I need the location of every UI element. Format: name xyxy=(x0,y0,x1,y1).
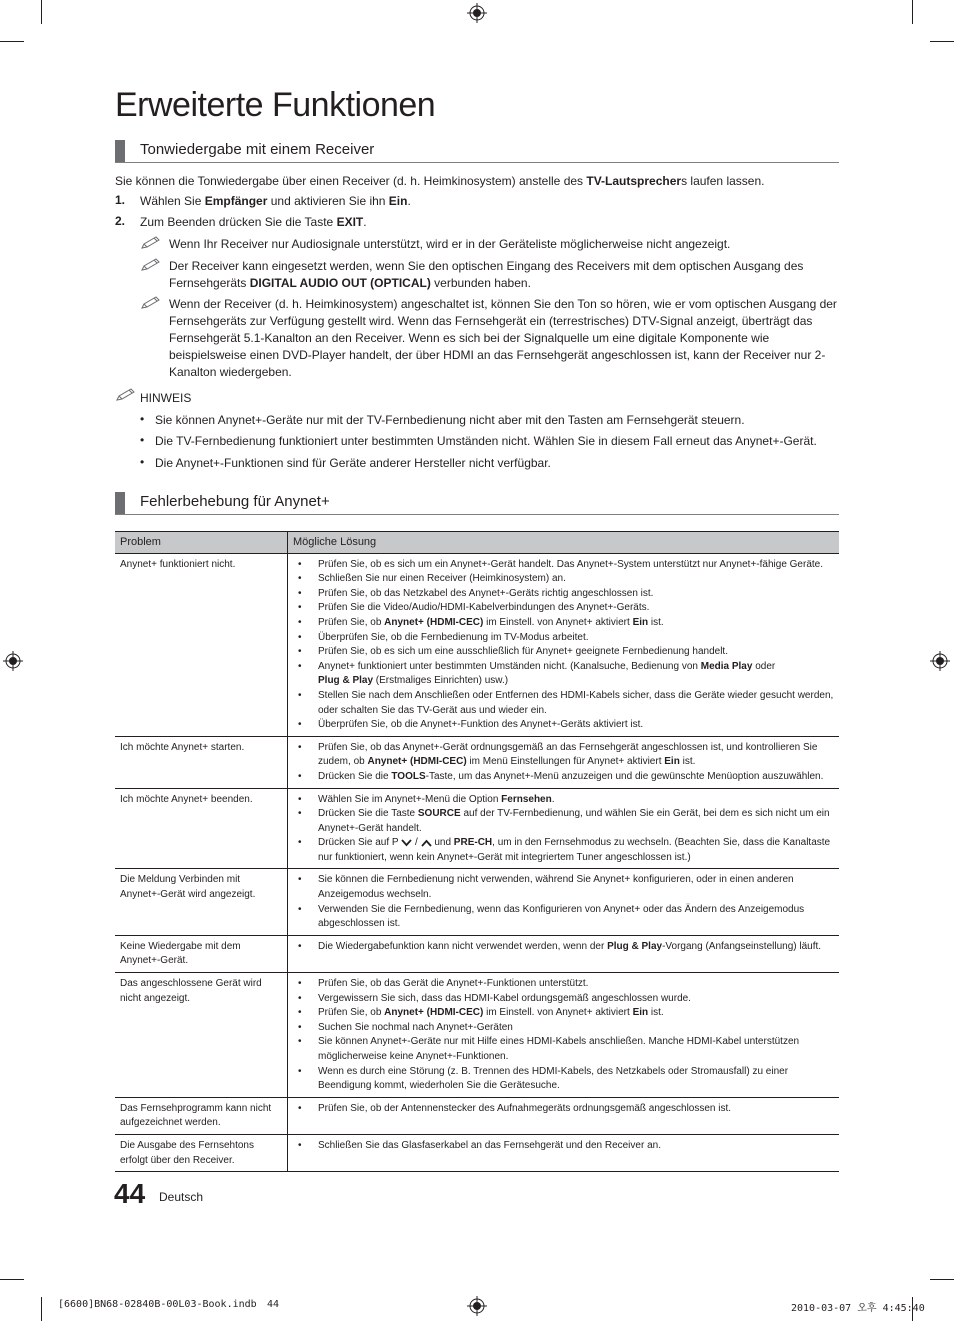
solution-item: • Überprüfen Sie, ob die Fernbedienung im TV-Modus arbeitet. xyxy=(298,631,834,646)
solution-cell xyxy=(288,973,840,1098)
crop-mark xyxy=(930,1279,954,1280)
step-text: Zum Beenden drücken Sie die Taste EXIT. xyxy=(140,215,367,229)
solution-item: • Stellen Sie nach dem Anschließen oder Entfernen des HDMI-Kabels sicher, dass die Geräte wieder gesucht werden, oder schalten Sie das TV-Gerät aus und wieder ein. xyxy=(298,689,834,718)
step-number: 2. xyxy=(115,214,126,228)
problem-cell: Ich möchte Anynet+ beenden. xyxy=(115,788,288,869)
solution-item: • Prüfen Sie, ob es sich um eine ausschließlich für Anynet+ geeignete Fernbedienung handelt. xyxy=(298,645,834,660)
section-bar xyxy=(115,492,125,514)
solution-item: • Prüfen Sie, ob das Anynet+-Gerät ordnungsgemäß an das Fernsehgerät angeschlossen ist, und kontrollieren Sie zudem, ob Anynet+ (HDMI-CEC) im Menü Einstellungen für Anynet+ aktiviert Ein ist. xyxy=(298,741,834,770)
bullet: • xyxy=(140,412,145,426)
table-row xyxy=(115,869,839,935)
step-number: 1. xyxy=(115,193,126,207)
registration-mark-icon xyxy=(930,651,950,671)
problem-cell: Die Meldung Verbinden mit Anynet+-Gerät wird angezeigt. xyxy=(115,869,288,935)
crop-mark xyxy=(930,41,954,42)
solution-item: • Prüfen Sie, ob Anynet+ (HDMI-CEC) im Einstell. von Anynet+ aktiviert Ein ist. xyxy=(298,1006,834,1021)
solution-cell xyxy=(288,1097,840,1134)
solution-item: • Sie können Anynet+-Geräte nur mit Hilfe eines HDMI-Kabels anschließen. Manche HDMI-Kabel unterstützen möglicherweise keine Anynet+-Funktionen. xyxy=(298,1035,834,1064)
intro-paragraph: Sie können die Tonwiedergabe über einen Receiver (d. h. Heimkinosystem) anstelle des TV-Lautsprechers laufen lassen. xyxy=(115,174,765,188)
solution-item: • Wählen Sie im Anynet+-Menü die Option Fernsehen. xyxy=(298,793,834,808)
solution-cell xyxy=(288,869,840,935)
crop-mark xyxy=(41,1297,42,1321)
solution-item: • Drücken Sie die Taste SOURCE auf der TV-Fernbedienung, und wählen Sie ein Gerät, bei dem es sich nicht um ein Anynet+-Gerät handelt. xyxy=(298,807,834,836)
solution-cell xyxy=(288,788,840,869)
solution-item: • Prüfen Sie, ob der Antennenstecker des Aufnahmegeräts ordnungsgemäß angeschlossen ist. xyxy=(298,1102,834,1117)
note-pencil-icon xyxy=(140,257,162,273)
section-title: Tonwiedergabe mit einem Receiver xyxy=(140,141,375,158)
solution-cell xyxy=(288,553,840,736)
solution-item: • Prüfen Sie, ob Anynet+ (HDMI-CEC) im Einstell. von Anynet+ aktiviert Ein ist. xyxy=(298,616,834,631)
page-title: Erweiterte Funktionen xyxy=(115,86,436,124)
solution-item: • Prüfen Sie, ob das Gerät die Anynet+-Funktionen unterstützt. xyxy=(298,977,834,992)
table-row xyxy=(115,788,839,869)
solution-cell xyxy=(288,1134,840,1171)
table-row xyxy=(115,973,839,1098)
crop-mark xyxy=(0,41,24,42)
print-date: 2010-03-07 오후 4:45:40 xyxy=(791,1303,925,1314)
problem-cell: Anynet+ funktioniert nicht. xyxy=(115,553,288,736)
table-row xyxy=(115,736,839,788)
solution-item: • Prüfen Sie, ob das Netzkabel des Anynet+-Geräts richtig angeschlossen ist. xyxy=(298,587,834,602)
solution-item: • Schließen Sie nur einen Receiver (Heimkinosystem) an. xyxy=(298,572,834,587)
solution-item: • Suchen Sie nochmal nach Anynet+-Geräten xyxy=(298,1021,834,1036)
print-page-number: 44 xyxy=(267,1299,280,1310)
bullet-text: Sie können Anynet+-Geräte nur mit der TV-Fernbedienung nicht aber mit den Tasten am Fernsehgerät steuern. xyxy=(155,413,745,427)
crop-mark xyxy=(0,1279,24,1280)
registration-mark-icon xyxy=(3,651,23,671)
table-row xyxy=(115,1097,839,1134)
table-header-row xyxy=(115,532,839,554)
table-row xyxy=(115,935,839,972)
note-text: Der Receiver kann eingesetzt werden, wenn Sie den optischen Eingang des Receivers mit dem optischen Ausgang des Fernsehgeräts DIGITAL AUDIO OUT (OPTICAL) verbunden haben. xyxy=(169,259,804,290)
note-text: Wenn der Receiver (d. h. Heimkinosystem) angeschaltet ist, können Sie den Ton so hören, wie er vom optischen Ausgang der Fernsehgeräts zur Verfügung gestellt wird. Wenn das Fernsehgerät ein (terrestrisches) DTV-Signal anzeigt, überträgt das Fernsehgerät 5.1-Kanalton an den Receiver. Wenn es sich bei der Signalquelle um eine digitale Komponente wie beispielsweise einen DVD-Player handelt, der über HDMI an das Fernsehgerät angeschlossen ist, kann der Receiver nur 2-Kanalton wiedergeben. xyxy=(169,297,837,379)
crop-mark xyxy=(912,0,913,24)
solution-item: • Überprüfen Sie, ob die Anynet+-Funktion des Anynet+-Geräts aktiviert ist. xyxy=(298,718,834,733)
solution-cell xyxy=(288,736,840,788)
step-text: Wählen Sie Empfänger und aktivieren Sie ihn Ein. xyxy=(140,194,411,208)
problem-cell: Ich möchte Anynet+ starten. xyxy=(115,736,288,788)
solution-item: • Schließen Sie das Glasfaserkabel an das Fernsehgerät und den Receiver an. xyxy=(298,1139,834,1154)
table-row xyxy=(115,553,839,736)
solution-item: • Die Wiedergabefunktion kann nicht verwendet werden, wenn der Plug & Play-Vorgang (Anfangseinstellung) läuft. xyxy=(298,940,834,955)
section-title: Fehlerbehebung für Anynet+ xyxy=(140,493,330,510)
column-header-solution: Mögliche Lösung xyxy=(288,532,840,554)
chevron-down-icon xyxy=(401,839,412,847)
bullet: • xyxy=(140,433,145,447)
print-file-name: [6600]BN68-02840B-00L03-Book.indb xyxy=(58,1299,257,1310)
bullet-text: Die TV-Fernbedienung funktioniert unter bestimmten Umständen nicht. Wählen Sie in diesem Fall erneut das Anynet+-Gerät. xyxy=(155,434,817,448)
solution-item: • Anynet+ funktioniert unter bestimmten Umständen nicht. (Kanalsuche, Bedienung von Media Play oder Plug & Play (Erstmaliges Einrichten) usw.) xyxy=(298,660,834,689)
page-number: 44 xyxy=(114,1178,146,1209)
solution-item: • Drücken Sie auf P / und PRE-CH, um in den Fernsehmodus zu wechseln. (Beachten Sie, dass die Kanaltaste nur funktioniert, wenn kein Anynet+-Gerät mit integriertem Tuner angeschlossen ist.) xyxy=(298,836,834,865)
problem-cell: Das angeschlossene Gerät wird nicht angezeigt. xyxy=(115,973,288,1098)
note-pencil-icon xyxy=(140,295,162,311)
problem-cell: Die Ausgabe des Fernsehtons erfolgt über den Receiver. xyxy=(115,1134,288,1171)
registration-mark-icon xyxy=(467,3,487,23)
solution-item: • Sie können die Fernbedienung nicht verwenden, während Sie Anynet+ konfigurieren, oder in einen anderen Anzeigemodus wechseln. xyxy=(298,873,834,902)
problem-cell: Das Fernsehprogramm kann nicht aufgezeichnet werden. xyxy=(115,1097,288,1134)
section-bar xyxy=(115,140,125,162)
section-header-receiver xyxy=(115,140,839,163)
chevron-up-icon xyxy=(421,839,432,847)
page-language: Deutsch xyxy=(159,1190,204,1204)
note-text: Wenn Ihr Receiver nur Audiosignale unterstützt, wird er in der Geräteliste möglicherweise nicht angezeigt. xyxy=(169,237,731,251)
section-header-troubleshooting xyxy=(115,492,839,515)
note-pencil-icon xyxy=(140,235,162,251)
bullet-text: Die Anynet+-Funktionen sind für Geräte anderer Hersteller nicht verfügbar. xyxy=(155,456,551,470)
solution-item: • Drücken Sie die TOOLS-Taste, um das Anynet+-Menü anzuzeigen und die gewünschte Menüoption auszuwählen. xyxy=(298,770,834,785)
solution-item: • Wenn es durch eine Störung (z. B. Trennen des HDMI-Kabels, des Netzkabels oder Stromausfall) zu einer Beendigung kommt, wiederholen Sie die Gerätesuche. xyxy=(298,1065,834,1094)
hinweis-label: HINWEIS xyxy=(140,391,192,405)
note-pencil-icon xyxy=(115,387,137,403)
table-row xyxy=(115,1134,839,1171)
registration-mark-icon xyxy=(467,1296,487,1316)
troubleshooting-table xyxy=(115,531,839,1172)
solution-item: • Prüfen Sie, ob es sich um ein Anynet+-Gerät handelt. Das Anynet+-System unterstützt nur Anynet+-fähige Geräte. xyxy=(298,558,834,573)
solution-item: • Verwenden Sie die Fernbedienung, wenn das Konfigurieren von Anynet+ oder das Ändern des Anzeigemodus abgeschlossen ist. xyxy=(298,903,834,932)
problem-cell: Keine Wiedergabe mit dem Anynet+-Gerät. xyxy=(115,935,288,972)
column-header-problem: Problem xyxy=(115,532,288,554)
bullet: • xyxy=(140,455,145,469)
crop-mark xyxy=(41,0,42,24)
solution-item: • Vergewissern Sie sich, dass das HDMI-Kabel ordungsgemäß angeschlossen wurde. xyxy=(298,992,834,1007)
solution-item: • Prüfen Sie die Video/Audio/HDMI-Kabelverbindungen des Anynet+-Geräts. xyxy=(298,601,834,616)
solution-cell xyxy=(288,935,840,972)
